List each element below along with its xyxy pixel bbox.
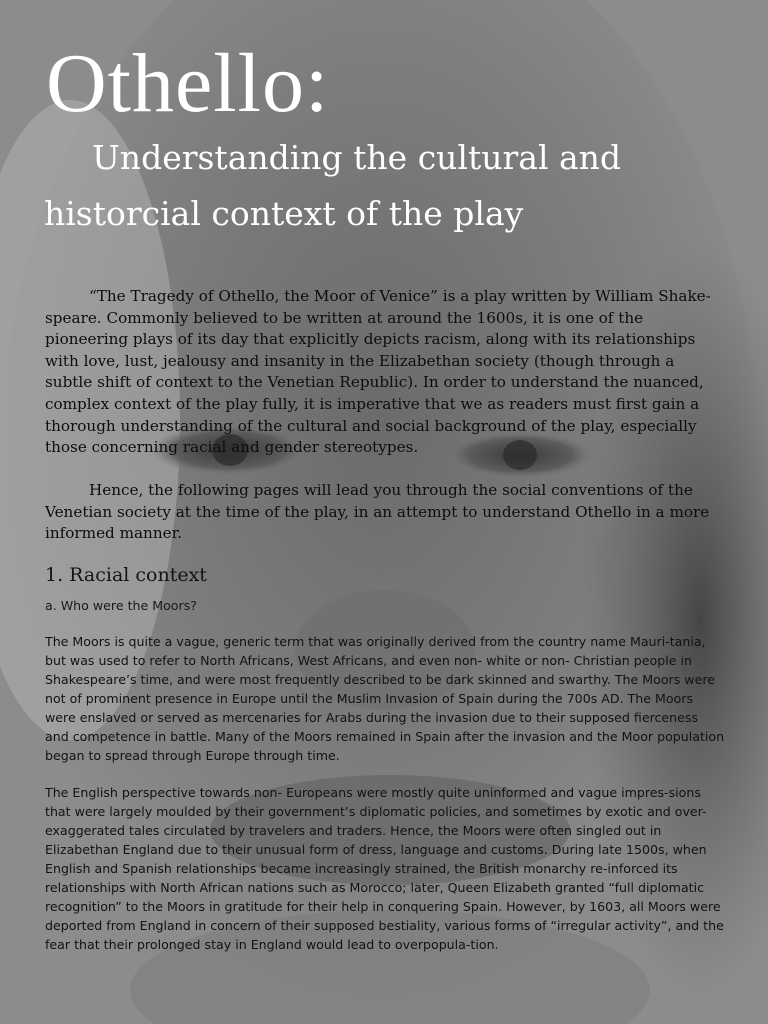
intro-paragraph: “The Tragedy of Othello, the Moor of Venice” is a play written by William Shake-speare. Commonly believed to be written at around the 1600s, it is one of the pioneering plays of its day that explicitly depicts racism, along with its relationships with love, lust, jealousy and insanity in the Elizabethan society (though through a subtle shift of context to the Venetian Republic). In order to understand the nuanced, complex context of the play fully, it is imperative that we as readers must first gain a thorough understanding of the cultural and social background of the play, especially those concerning racial and gender stereotypes. [45, 287, 711, 457]
body-paragraph: The English perspective towards non- Europeans were mostly quite uninformed and vague impres-sions that were largely moulded by their government’s diplomatic policies, and sometimes by exotic and over- exaggerated tales circulated by travelers and traders. Hence, the Moors were often singled out in Elizabethan England due to their unusual form of dress, language and customs. During late 1500s, when English and Spanish relationships became increasingly strained, the British monarchy re-inforced its relationships with North African nations such as Morocco; later, Queen Elizabeth granted “full diplomatic recognition” to the Moors in gratitude for their help in conquering Spain. However, by 1603, all Moors were deported from England in concern of their supposed bestiality, various forms of “irregular activity”, and the fear that their prolonged stay in England would lead to overpopula-tion. [45, 785, 724, 952]
section-heading: 1. Racial context [45, 564, 207, 586]
intro-paragraph: Hence, the following pages will lead you through the social conventions of the Venetian society at the time of the play, in an attempt to understand Othello in a more informed manner. [45, 481, 710, 543]
body-paragraph: The Moors is quite a vague, generic term that was originally derived from the country name Mauri-tania, but was used to refer to North Africans, West Africans, and even non- white or non- Christian people in Shakespeare’s time, and were most frequently described to be dark skinned and swarthy. The Moors were not of prominent presence in Europe until the Muslim Invasion of Spain during the 700s AD. The Moors were enslaved or served as mercenaries for Arabs during the invasion due to their supposed fierceness and competence in battle. Many of the Moors remained in Spain after the invasion and the Moor population began to spread through Europe through time. [45, 634, 725, 763]
section-subheading: a. Who were the Moors? [45, 598, 197, 613]
page-title: Othello: [46, 37, 330, 130]
page-subtitle: Understanding the cultural and historcial context of the play [44, 138, 622, 233]
